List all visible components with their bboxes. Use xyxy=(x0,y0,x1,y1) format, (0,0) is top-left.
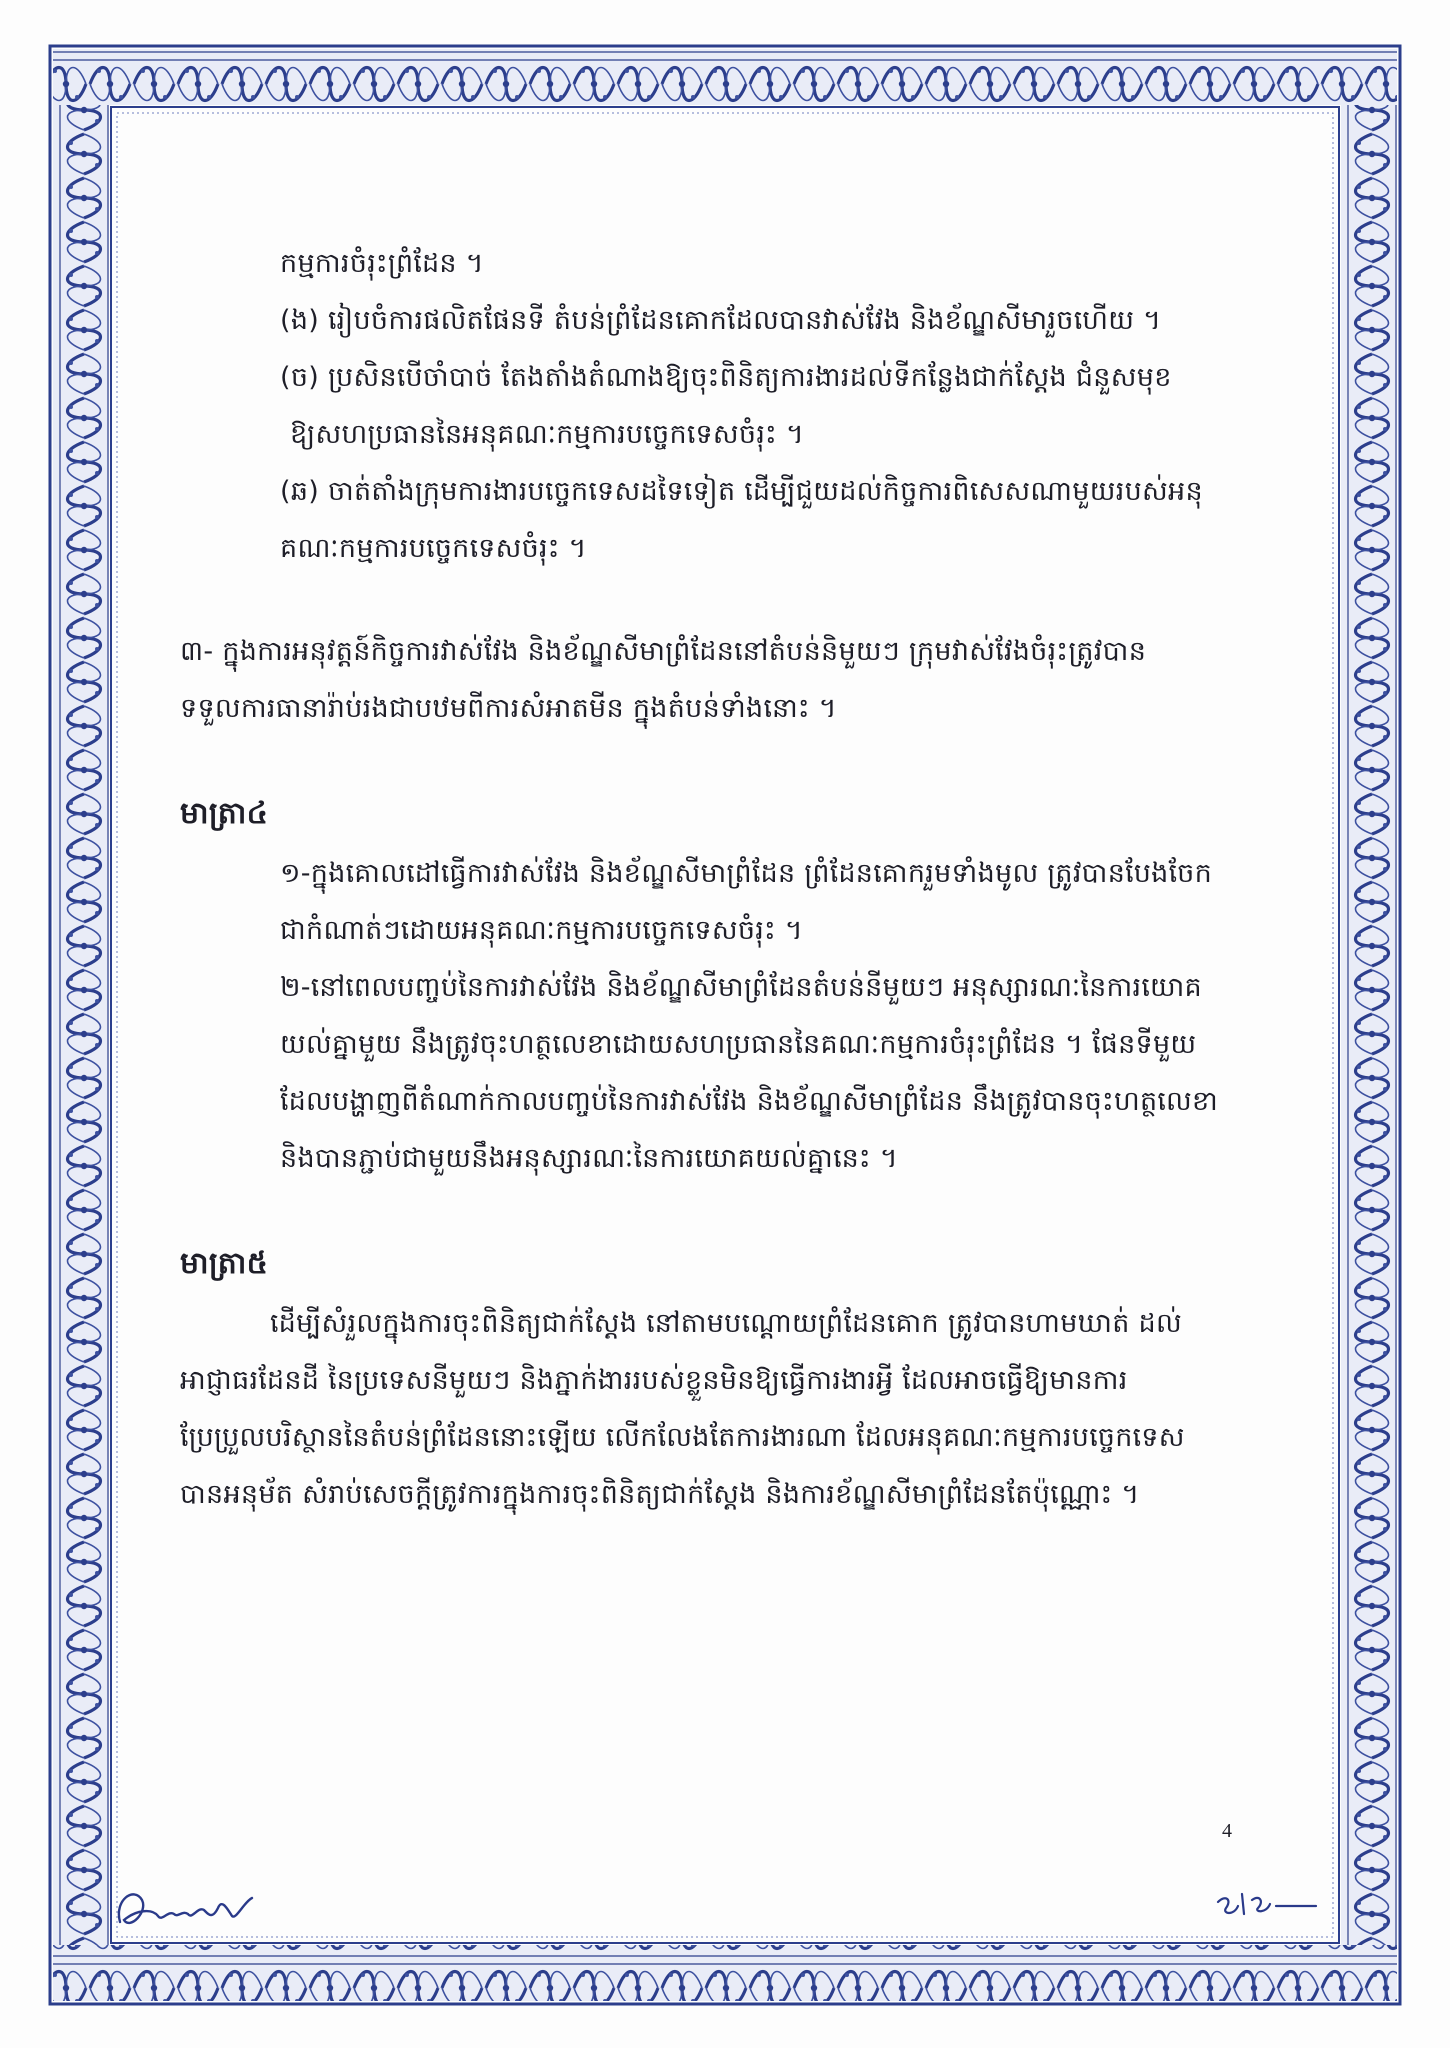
article-5-body xyxy=(180,1295,1260,1523)
text-line: និងបានភ្ជាប់ជាមួយនឹងអនុស្សារណៈនៃការយោគយល់គ្នានេះ ។ xyxy=(280,1143,898,1174)
document-body xyxy=(180,235,1260,1523)
text-line: ១-ក្នុងគោលដៅធ្វើការវាស់វែង និងខ័ណ្ឌសីមាព្រំដែន ព្រំដែនគោករួមទាំងមូល ត្រូវបានបែងចែក xyxy=(280,858,1213,889)
signature-right-icon xyxy=(1212,1880,1322,1930)
page-number: 4 xyxy=(1222,1820,1232,1842)
article-4-heading: មាត្រា៤ xyxy=(180,796,269,831)
text-line: (ង) រៀបចំការផលិតផែនទី តំបន់ព្រំដែនគោកដែលបានវាស់វែង និងខ័ណ្ឌសីមារួចហើយ ។ xyxy=(280,305,1162,336)
text-line: ឱ្យសហប្រធាននៃអនុគណៈកម្មការបច្ចេកទេសចំរុះ ។ xyxy=(290,419,805,450)
text-line: (ឆ) ចាត់តាំងក្រុមការងារបច្ចេកទេសដទៃទៀត ដើម្បីជួយដល់កិច្ចការពិសេសណាមួយរបស់អនុ xyxy=(280,476,1203,507)
text-line: អាជ្ញាធរដែនដី នៃប្រទេសនីមួយៗ និងភ្នាក់ងាររបស់ខ្លួនមិនឱ្យធ្វើការងារអ្វី ដែលអាចធ្វើឱ្យមានការ xyxy=(180,1365,1128,1396)
text-line: ប្រែប្រួលបរិស្ថាននៃតំបន់ព្រំដែននោះឡើយ លើកលែងតែការងារណា ដែលអនុគណៈកម្មការបច្ចេកទេស xyxy=(180,1422,1185,1453)
text-line: យល់គ្នាមួយ នឹងត្រូវចុះហត្ថលេខាដោយសហប្រធាននៃគណៈកម្មការចំរុះព្រំដែន ។ ផែនទីមួយ xyxy=(280,1029,1197,1060)
paragraph-3 xyxy=(180,623,1260,737)
text-line: គណៈកម្មការបច្ចេកទេសចំរុះ ។ xyxy=(280,533,587,564)
article-5-heading: មាត្រា៥ xyxy=(180,1246,269,1281)
section-continuation xyxy=(180,235,1260,577)
text-line: ៣- ក្នុងការអនុវត្តន៍កិច្ចការវាស់វែង និងខ័ណ្ឌសីមាព្រំដែននៅតំបន់និមួយៗ ក្រុមវាស់វែងចំរុះត្រូវបាន xyxy=(180,636,1147,667)
text-line: បានអនុម័ត សំរាប់សេចក្តីត្រូវការក្នុងការចុះពិនិត្យជាក់ស្តែង និងការខ័ណ្ឌសីមាព្រំដែនតែប៉ុណ្ណោះ ។ xyxy=(180,1479,1140,1510)
text-line: (ច) ប្រសិនបើចាំបាច់ តែងតាំងតំណាងឱ្យចុះពិនិត្យការងារដល់ទីកន្លែងជាក់ស្តែង ជំនួសមុខ xyxy=(280,362,1172,393)
text-line: ជាកំណាត់ៗដោយអនុគណៈកម្មការបច្ចេកទេសចំរុះ ។ xyxy=(280,915,804,946)
text-line: ទទួលការធានារ៉ាប់រងជាបឋមពីការសំអាតមីន ក្នុងតំបន់ទាំងនោះ ។ xyxy=(180,693,837,724)
text-line: កម្មការចំរុះព្រំដែន ។ xyxy=(280,248,484,279)
text-line: ដែលបង្ហាញពីតំណាក់កាលបញ្ចប់នៃការវាស់វែង និងខ័ណ្ឌសីមាព្រំដែន នឹងត្រូវបានចុះហត្ថលេខា xyxy=(280,1086,1219,1117)
signature-left-icon xyxy=(112,1880,262,1940)
text-line: ២-នៅពេលបញ្ចប់នៃការវាស់វែង និងខ័ណ្ឌសីមាព្រំដែនតំបន់នីមួយៗ អនុស្សារណៈនៃការយោគ xyxy=(280,972,1202,1003)
article-4-body xyxy=(180,845,1260,1187)
text-line: ដើម្បីសំរួលក្នុងការចុះពិនិត្យជាក់ស្តែង នៅតាមបណ្តោយព្រំដែនគោក ត្រូវបានហាមឃាត់ ដល់ xyxy=(270,1308,1182,1339)
